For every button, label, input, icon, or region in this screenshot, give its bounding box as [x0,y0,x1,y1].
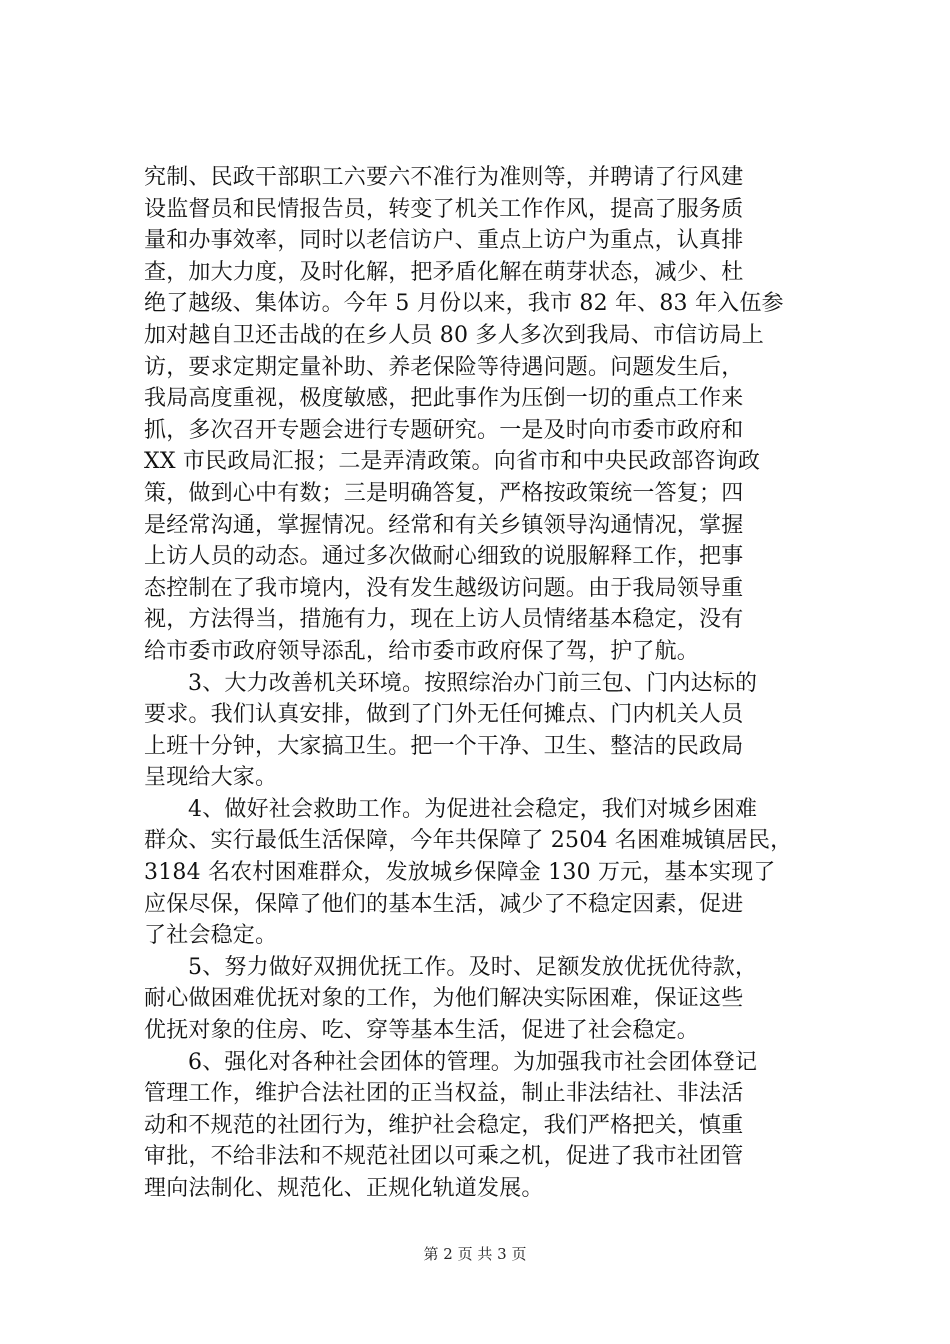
text-line: 要求。我们认真安排，做到了门外无任何摊点、门内机关人员 [144,702,744,728]
text-line: 了社会稳定。 [144,923,278,949]
paragraph-first-line: 4、做好社会救助工作。为促进社会稳定，我们对城乡困难 [188,796,758,822]
text-line: 我局高度重视，极度敏感，把此事作为压倒一切的重点工作来 [144,386,744,412]
text-line: 呈现给大家。 [144,765,278,791]
text-line: 访，要求定期定量补助、养老保险等待遇问题。问题发生后， [144,354,744,380]
text-line: 查，加大力度，及时化解，把矛盾化解在萌芽状态，减少、杜 [144,259,744,285]
text-line: 理向法制化、规范化、正规化轨道发展。 [144,1176,544,1201]
text-line: XX 市民政局汇报；二是弄清政策。向省市和中央民政部咨询政 [144,449,761,475]
paragraph-first-line: 3、大力改善机关环境。按照综治办门前三包、门内达标的 [188,670,758,696]
text-line: 给市委市政府领导添乱，给市委市政府保了驾，护了航。 [144,638,700,664]
text-line: 审批，不给非法和不规范社团以可乘之机，促进了我市社团管 [144,1144,744,1170]
text-line: 究制、民政干部职工六要六不准行为准则等，并聘请了行风建 [144,165,744,190]
text-line: 优抚对象的住房、吃、穿等基本生活，促进了社会稳定。 [144,1018,700,1044]
text-line: 上班十分钟，大家搞卫生。把一个干净、卫生、整洁的民政局 [144,733,744,759]
text-line: 群众、实行最低生活保障，今年共保障了 2504 名困难城镇居民， [144,828,793,854]
page-footer: 第 2 页 共 3 页 [423,1245,527,1263]
text-line: 3184 名农村困难群众，发放城乡保障金 130 万元，基本实现了 [144,860,776,886]
text-line: 绝了越级、集体访。今年 5 月份以来，我市 82 年、83 年入伍参 [144,291,784,317]
text-line: 策，做到心中有数；三是明确答复，严格按政策统一答复；四 [144,480,744,506]
paragraph-first-line: 6、强化对各种社会团体的管理。为加强我市社会团体登记 [188,1049,758,1075]
text-line: 量和办事效率，同时以老信访户、重点上访户为重点，认真排 [144,228,744,254]
text-line: 抓，多次召开专题会进行专题研究。一是及时向市委市政府和 [144,417,744,443]
text-line: 是经常沟通，掌握情况。经常和有关乡镇领导沟通情况，掌握 [144,512,744,538]
text-line: 应保尽保，保障了他们的基本生活，减少了不稳定因素，促进 [144,891,744,917]
text-line: 视，方法得当，措施有力，现在上访人员情绪基本稳定，没有 [144,607,744,633]
paragraph-first-line: 5、努力做好双拥优抚工作。及时、足额发放优抚优待款， [188,954,758,980]
text-line: 耐心做困难优抚对象的工作，为他们解决实际困难，保证这些 [144,986,744,1012]
text-line: 设监督员和民情报告员，转变了机关工作作风，提高了服务质 [144,196,744,222]
text-line: 态控制在了我市境内，没有发生越级访问题。由于我局领导重 [144,575,744,601]
text-line: 加对越自卫还击战的在乡人员 80 多人多次到我局、市信访局上 [144,322,764,348]
text-line: 动和不规范的社团行为，维护社会稳定，我们严格把关，慎重 [144,1112,744,1138]
document-body [144,162,834,1205]
text-line: 上访人员的动态。通过多次做耐心细致的说服解释工作，把事 [144,544,744,570]
text-line: 管理工作，维护合法社团的正当权益，制止非法结社、非法活 [144,1081,744,1107]
